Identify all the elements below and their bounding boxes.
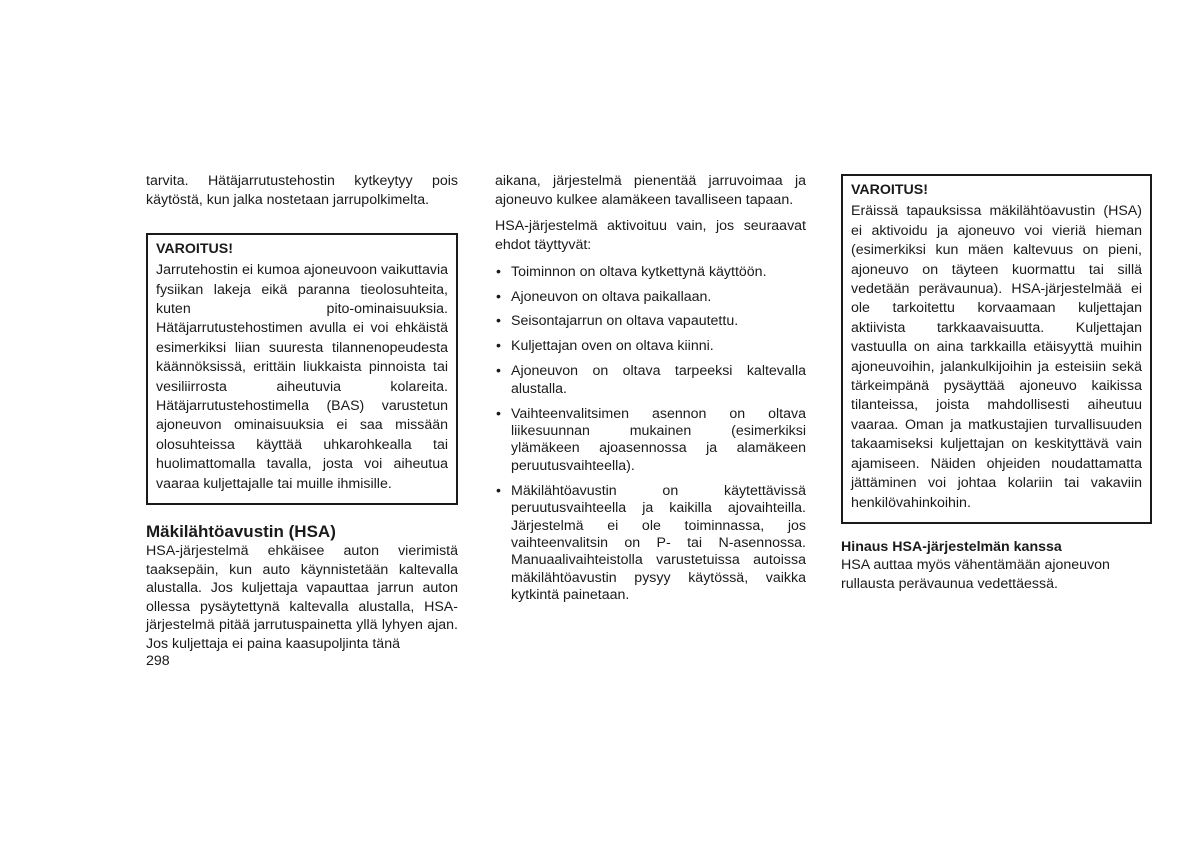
warning-body: Jarrutehostin ei kumoa ajoneuvoon vaikuttavia fysiikan lakeja eikä paranna tieolosuhteita, kuten pito-ominaisuuksia. Hätäjarrutustehostimen avulla ei voi ehkäistä esimerkiksi liian suuresta tilannenopeudesta käännöksissä, erittäin liukkaista pinnoista tai vesiliirrosta aiheutuvia kolareita. Hätäjarrutustehostimella (BAS) varustetun ajoneuvon ominaisuuksia ei saa missään olosuhteissa käyttää uhkarohkealla tai huolimattomalla tavalla, josta voi aiheutua vaaraa kuljettajalle tai muille ihmisille. [156, 262, 448, 492]
conditions-intro: HSA-järjestelmä aktivoituu vain, jos seuraavat ehdot täyttyvät: [495, 217, 806, 254]
towing-paragraph: HSA auttaa myös vähentämään ajoneuvon rullausta perävaunua vedettäessä. [841, 556, 1110, 592]
bullet-icon: • [496, 482, 501, 499]
list-item-text: Kuljettajan oven on oltava kiinni. [511, 338, 714, 355]
list-item [495, 313, 806, 330]
list-item-text: Mäkilähtöavustin on käytettävissä peruutusvaihteella ja kaikilla ajovaihteilla. Järjestelmä ei ole toiminnassa, jos vaihteenvalitsin on P- tai N-asennossa. Manuaalivaihteistolla varustetuissa autoissa mäkilähtöavustin pysyy käytössä, vaikka kytkintä painetaan. [511, 482, 806, 604]
warning-title: VAROITUS! [851, 182, 928, 198]
conditions-list [495, 264, 806, 605]
hsa-description: HSA-järjestelmä ehkäisee auton vierimistä taaksepäin, kun auto käynnistetään kaltevalla alustalla. Jos kuljettaja vapauttaa jarrun auton ollessa pysäytettynä kaltevalla alustalla, HSA-järjestelmä pitää jarrutuspainetta yllä lyhyen ajan. Jos kuljettaja ei paina kaasupoljinta tänä [146, 543, 458, 653]
column-middle [495, 172, 806, 612]
list-item-text: Ajoneuvon on oltava paikallaan. [511, 288, 712, 305]
list-item [495, 406, 806, 476]
warning-body: Eräissä tapauksissa mäkilähtöavustin (HSA) ei aktivoidu ja ajoneuvo voi vieriä hieman (esimerkiksi kun mäen kaltevuus on pieni, ajoneuvo on täyteen kuormattu tai sillä vedetään perävaunua). HSA-järjestelmää ei ole tarkoitettu korvaamaan kuljettajan aktiivista tarkkaavaisuutta. Kuljettajan vastuulla on aina tarkkailla etäisyyttä muihin ajoneuvoihin, jalankulkijoihin ja esteisiin sekä tärkeimpänä pysäyttää ajoneuvo kaikissa tilanteissa, joista mahdollisesti aiheutuu vaaraa. Oman ja matkustajien turvallisuuden takaamiseksi kuljettajan on keskityttävä vain ajamiseen. Näiden ohjeiden noudattamatta jättäminen voi johtaa kolariin tai vakaviin henkilövahinkoihin. [851, 203, 1142, 511]
warning-box-hsa [841, 174, 1152, 524]
bullet-icon: • [496, 338, 501, 355]
column-left [146, 172, 458, 654]
bullet-icon: • [496, 313, 501, 330]
continuation-paragraph: aikana, järjestelmä pienentää jarruvoimaa ja ajoneuvo kulkee alamäkeen tavalliseen tapaan. [495, 173, 806, 209]
list-item-text: Vaihteenvalitsimen asennon on oltava liikesuunnan mukainen (esimerkiksi ylämäkeen ajoasennossa ja alamäkeen peruutusvaihteella). [511, 405, 806, 474]
list-item-text: Ajoneuvon on oltava tarpeeksi kaltevalla alustalla. [511, 363, 806, 397]
column-right [841, 174, 1152, 593]
warning-box-brake-assist [146, 233, 458, 505]
page-number: 298 [146, 653, 170, 669]
list-item [495, 264, 806, 281]
list-item-text: Seisontajarrun on oltava vapautettu. [511, 313, 739, 330]
bullet-icon: • [496, 405, 501, 422]
intro-paragraph: tarvita. Hätäjarrutustehostin kytkeytyy pois käytöstä, kun jalka nostetaan jarrupolkimelta. [146, 173, 458, 209]
list-item [495, 483, 806, 605]
section-heading-hsa: Mäkilähtöavustin (HSA) [146, 522, 336, 542]
list-item [495, 338, 806, 355]
subheading-towing: Hinaus HSA-järjestelmän kanssa [841, 538, 1062, 555]
warning-title: VAROITUS! [156, 240, 233, 257]
list-item-text: Toiminnon on oltava kytkettynä käyttöön. [511, 263, 767, 280]
bullet-icon: • [496, 288, 501, 305]
bullet-icon: • [496, 263, 501, 280]
list-item [495, 363, 806, 398]
bullet-icon: • [496, 363, 501, 380]
list-item [495, 289, 806, 306]
